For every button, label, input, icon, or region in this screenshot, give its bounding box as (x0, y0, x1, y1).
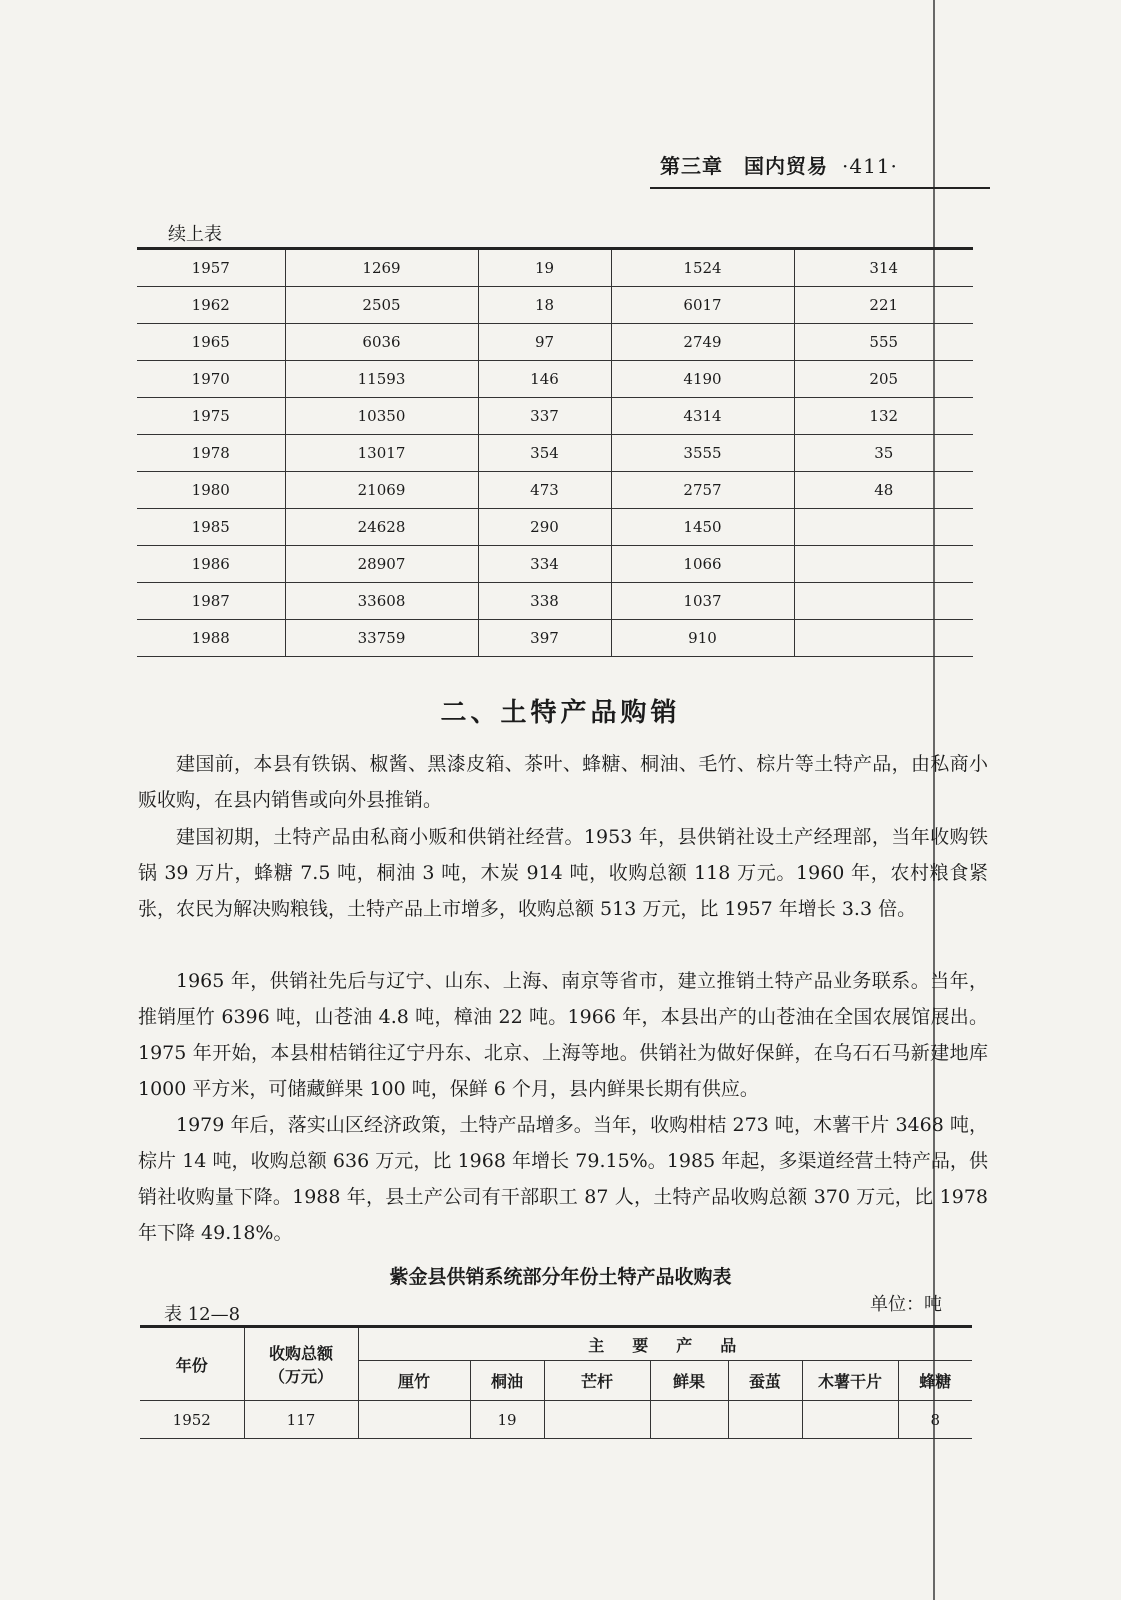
table-cell: 1987 (137, 583, 285, 620)
table-cell: 1269 (285, 249, 478, 287)
table-cell: 19 (470, 1401, 544, 1439)
col-total-label: 收购总额 (268, 1344, 333, 1363)
product-header: 桐油 (470, 1361, 544, 1401)
table-row (137, 398, 973, 435)
table-cell: 24628 (285, 509, 478, 546)
table-cell: 21069 (285, 472, 478, 509)
table-row (140, 1401, 972, 1439)
table-row (137, 472, 973, 509)
table-cell: 1986 (137, 546, 285, 583)
table-cell: 1975 (137, 398, 285, 435)
continued-label: 续上表 (168, 224, 222, 245)
table-number: 表 12—8 (164, 1304, 241, 1325)
table-cell: 35 (794, 435, 973, 472)
table-cell: 19 (478, 249, 611, 287)
table-cell: 3555 (611, 435, 794, 472)
paragraph-2: 建国初期，土特产品由私商小贩和供销社经营。1953 年，县供销社设土产经理部，当年收购铁锅 39 万片，蜂糖 7.5 吨，桐油 3 吨，木炭 914 吨，收购总额 118 万元。1960 年，农村粮食紧张，农民为解决购粮钱，土特产品上市增多，收购总额 513 万元，比 1957 年增长 3.3 倍。 (138, 826, 988, 920)
table-cell (794, 620, 973, 657)
table-unit: 单位：吨 (870, 1294, 942, 1315)
table-cell: 1978 (137, 435, 285, 472)
table-row (137, 546, 973, 583)
table-cell: 11593 (285, 361, 478, 398)
table-row (137, 324, 973, 361)
product-header: 芒杆 (544, 1361, 650, 1401)
col-total-header (244, 1327, 358, 1401)
table-cell: 8 (898, 1401, 972, 1439)
table-cell: 1524 (611, 249, 794, 287)
table-cell: 18 (478, 287, 611, 324)
table-cell: 290 (478, 509, 611, 546)
col-total-unit: （万元） (268, 1367, 333, 1386)
table-cell: 48 (794, 472, 973, 509)
table-cell: 1965 (137, 324, 285, 361)
table-cell: 1988 (137, 620, 285, 657)
product-header: 木薯干片 (802, 1361, 898, 1401)
product-header: 蜂糖 (898, 1361, 972, 1401)
table-cell: 1970 (137, 361, 285, 398)
table-cell: 132 (794, 398, 973, 435)
table-cell: 28907 (285, 546, 478, 583)
table-row (137, 361, 973, 398)
table-row (137, 287, 973, 324)
table-cell (794, 509, 973, 546)
table-cell: 1962 (137, 287, 285, 324)
table-cell: 1952 (140, 1401, 244, 1439)
table-cell: 4314 (611, 398, 794, 435)
table-cell: 2505 (285, 287, 478, 324)
table-cell: 2749 (611, 324, 794, 361)
section-title: 二、土特产品购销 (440, 698, 681, 728)
table-cell (358, 1401, 470, 1439)
paragraph-1: 建国前，本县有铁锅、椒酱、黑漆皮箱、茶叶、蜂糖、桐油、毛竹、棕片等土特产品，由私商小贩收购，在县内销售或向外县推销。 (138, 753, 988, 811)
table-cell (802, 1401, 898, 1439)
header-rule (650, 187, 990, 189)
product-header: 蚕茧 (728, 1361, 802, 1401)
table-row (137, 509, 973, 546)
table-cell: 1066 (611, 546, 794, 583)
table-cell: 221 (794, 287, 973, 324)
table-cell: 6036 (285, 324, 478, 361)
table-cell: 205 (794, 361, 973, 398)
table-cell: 555 (794, 324, 973, 361)
page-number: ·411· (842, 154, 898, 178)
table-cell: 1450 (611, 509, 794, 546)
table-cell: 1037 (611, 583, 794, 620)
paragraph-3: 1965 年，供销社先后与辽宁、山东、上海、南京等省市，建立推销土特产品业务联系。当年，推销厘竹 6396 吨，山苍油 4.8 吨，樟油 22 吨。1966 年，本县出产的山苍油在全国农展馆展出。1975 年开始，本县柑桔销往辽宁丹东、北京、上海等地。供销社为做好保鲜，在乌石石马新建地库 1000 平方米，可储藏鲜果 100 吨，保鲜 6 个月，县内鲜果长期有供应。 (138, 970, 988, 1100)
table-cell: 1980 (137, 472, 285, 509)
paragraph-4: 1979 年后，落实山区经济政策，土特产品增多。当年，收购柑桔 273 吨，木薯干片 3468 吨，棕片 14 吨，收购总额 636 万元，比 1968 年增长 79.15%。1985 年起，多渠道经营土特产品，供销社收购量下降。1988 年，县土产公司有干部职工 87 人，土特产品收购总额 370 万元，比 1978 年下降 49.18%。 (138, 1114, 988, 1244)
table-cell: 1957 (137, 249, 285, 287)
table-cell (794, 583, 973, 620)
group-header: 主 要 产 品 (358, 1327, 972, 1361)
col-year-header: 年份 (140, 1327, 244, 1401)
table-row (137, 583, 973, 620)
table-cell: 13017 (285, 435, 478, 472)
table-cell (728, 1401, 802, 1439)
table-cell: 338 (478, 583, 611, 620)
table-cell: 10350 (285, 398, 478, 435)
table-cell: 910 (611, 620, 794, 657)
table-cell: 1985 (137, 509, 285, 546)
table-title: 紫金县供销系统部分年份土特产品收购表 (389, 1266, 732, 1288)
table-cell: 337 (478, 398, 611, 435)
table-cell: 473 (478, 472, 611, 509)
chapter-title: 第三章 国内贸易 (660, 154, 828, 178)
running-header (660, 150, 898, 179)
table-cell: 397 (478, 620, 611, 657)
table-cell: 146 (478, 361, 611, 398)
continued-table (137, 247, 973, 657)
table-row (137, 435, 973, 472)
table-cell (544, 1401, 650, 1439)
table-cell (794, 546, 973, 583)
table-cell: 314 (794, 249, 973, 287)
continued-table-body (137, 249, 973, 657)
table-cell (650, 1401, 728, 1439)
table-cell: 4190 (611, 361, 794, 398)
table-cell: 33608 (285, 583, 478, 620)
product-header: 厘竹 (358, 1361, 470, 1401)
table-cell: 97 (478, 324, 611, 361)
product-header: 鲜果 (650, 1361, 728, 1401)
table-cell: 33759 (285, 620, 478, 657)
table-row (137, 620, 973, 657)
table-cell: 334 (478, 546, 611, 583)
table-row (137, 249, 973, 287)
table-cell: 6017 (611, 287, 794, 324)
purchase-table (140, 1325, 972, 1439)
table-cell: 354 (478, 435, 611, 472)
table-cell: 117 (244, 1401, 358, 1439)
table-cell: 2757 (611, 472, 794, 509)
